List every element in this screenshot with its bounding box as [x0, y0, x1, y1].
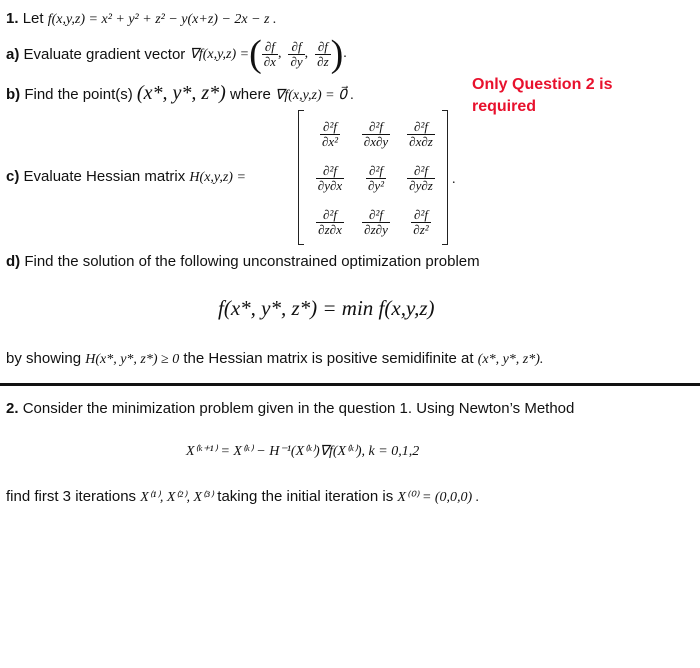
showing-point: (x*, y*, z*). [477, 352, 544, 367]
optimization-problem: f(x*, y*, z*) = min f(x,y,z) [218, 296, 435, 320]
hessian-entry [399, 200, 443, 244]
hessian-numerator: ∂²f [323, 162, 337, 178]
note-line-2: required [472, 98, 537, 115]
hessian-fraction [366, 164, 386, 193]
hessian-entry [399, 112, 443, 156]
hessian-numerator: ∂²f [369, 162, 383, 178]
hessian-denominator: ∂z∂x [318, 221, 342, 237]
question-2-text: Consider the minimization problem given in the question 1. Using Newton’s Method [22, 400, 575, 417]
note-line-1: Only Question 2 is [472, 76, 613, 93]
function-definition: f(x,y,z) = x² + y² + z² − y(x+z) − 2x − z . [47, 12, 277, 27]
optimal-point: (x*, y*, z*) [136, 82, 226, 104]
partial-x [262, 40, 278, 69]
partial-x-num: ∂f [264, 38, 275, 54]
hessian-fraction [320, 120, 340, 149]
partial-y-den: ∂y [290, 53, 303, 69]
find-after: taking the initial iteration is [217, 488, 394, 505]
hessian-grid [307, 112, 443, 244]
hessian-denominator: ∂y∂z [409, 177, 433, 193]
part-b-text-mid: where [229, 86, 271, 103]
part-b-text-before: Find the point(s) [24, 86, 133, 103]
part-d-text: Find the solution of the following unconstrained optimization problem [24, 253, 480, 270]
hessian-denominator: ∂y∂x [317, 177, 343, 193]
hessian-fraction [407, 120, 435, 149]
hessian-fraction [407, 164, 435, 193]
part-c-text: Evaluate Hessian matrix [23, 168, 186, 185]
hessian-entry [353, 200, 399, 244]
part-c-line [6, 168, 246, 186]
iterations-symbols: X⁽¹⁾, X⁽²⁾, X⁽³⁾ [140, 490, 214, 505]
showing-after: the Hessian matrix is positive semidifinite at [183, 350, 474, 367]
hessian-matrix [298, 110, 448, 245]
partial-z-num: ∂f [317, 38, 328, 54]
find-before: find first 3 iterations [6, 488, 137, 505]
hessian-fraction [316, 208, 344, 237]
partial-z [315, 40, 330, 69]
hessian-fraction [316, 164, 344, 193]
iterations-line [6, 488, 479, 506]
showing-line [6, 350, 543, 368]
hessian-entry [307, 200, 353, 244]
gradient-lhs: ∇f(x,y,z) = [189, 46, 250, 62]
left-paren: ( [249, 33, 262, 75]
hessian-entry [399, 156, 443, 200]
hessian-numerator: ∂²f [323, 118, 337, 134]
question-1-line [6, 10, 277, 28]
partial-x-den: ∂x [263, 53, 276, 69]
question-1-label: 1. [6, 10, 19, 27]
hessian-lhs: H(x,y,z) = [189, 170, 246, 185]
hessian-numerator: ∂²f [414, 118, 428, 134]
newton-formula: X⁽ᵏ⁺¹⁾ = X⁽ᵏ⁾ − H⁻¹(X⁽ᵏ⁾)∇f(X⁽ᵏ⁾), k = 0,1,2 [186, 444, 420, 459]
hessian-numerator: ∂²f [369, 206, 383, 222]
initial-iteration: X⁽⁰⁾ = (0,0,0) . [397, 490, 480, 505]
part-a-text: Evaluate gradient vector [23, 45, 186, 63]
psd-condition: H(x*, y*, z*) ≥ 0 [85, 352, 180, 367]
let-text: Let [22, 10, 44, 27]
hessian-fraction [362, 120, 390, 149]
hessian-fraction [411, 208, 430, 237]
hessian-denominator: ∂z² [413, 221, 429, 237]
part-d-label: d) [6, 253, 21, 270]
part-d-line [6, 253, 480, 270]
partial-z-den: ∂z [317, 53, 329, 69]
partial-y [288, 40, 304, 69]
partial-y-num: ∂f [291, 38, 302, 54]
matrix-period: . [452, 172, 456, 187]
part-b-label: b) [6, 86, 21, 103]
part-a-label: a) [6, 45, 20, 63]
question-2-line [6, 400, 574, 417]
right-paren: ) [330, 33, 344, 75]
hessian-denominator: ∂x∂y [363, 133, 389, 149]
hessian-numerator: ∂²f [414, 162, 428, 178]
hessian-fraction [362, 208, 390, 237]
hessian-entry [307, 156, 353, 200]
hessian-numerator: ∂²f [414, 206, 428, 222]
part-a-line: a) Evaluate gradient vector ∇f(x,y,z) = ( $\frac{\partial f}{\partial x}$ , $\frac{\partial f}{\partial y}$ , $\frac{\partial f}{\partial z}$ ) . [6, 33, 347, 75]
hessian-denominator: ∂x² [321, 133, 339, 149]
hessian-denominator: ∂z∂y [364, 221, 388, 237]
hessian-denominator: ∂x∂z [409, 133, 433, 149]
gradient-zero-condition: ∇f(x,y,z) = 0⃗ . [274, 88, 355, 103]
hessian-entry [353, 156, 399, 200]
hessian-numerator: ∂²f [323, 206, 337, 222]
hessian-entry [353, 112, 399, 156]
part-c-label: c) [6, 168, 20, 185]
instructor-note [472, 74, 612, 118]
hessian-entry [307, 112, 353, 156]
section-divider [0, 383, 700, 386]
hessian-numerator: ∂²f [369, 118, 383, 134]
part-b-line [6, 82, 354, 105]
question-2-label: 2. [6, 400, 19, 417]
hessian-denominator: ∂y² [367, 177, 385, 193]
showing-before: by showing [6, 350, 82, 367]
